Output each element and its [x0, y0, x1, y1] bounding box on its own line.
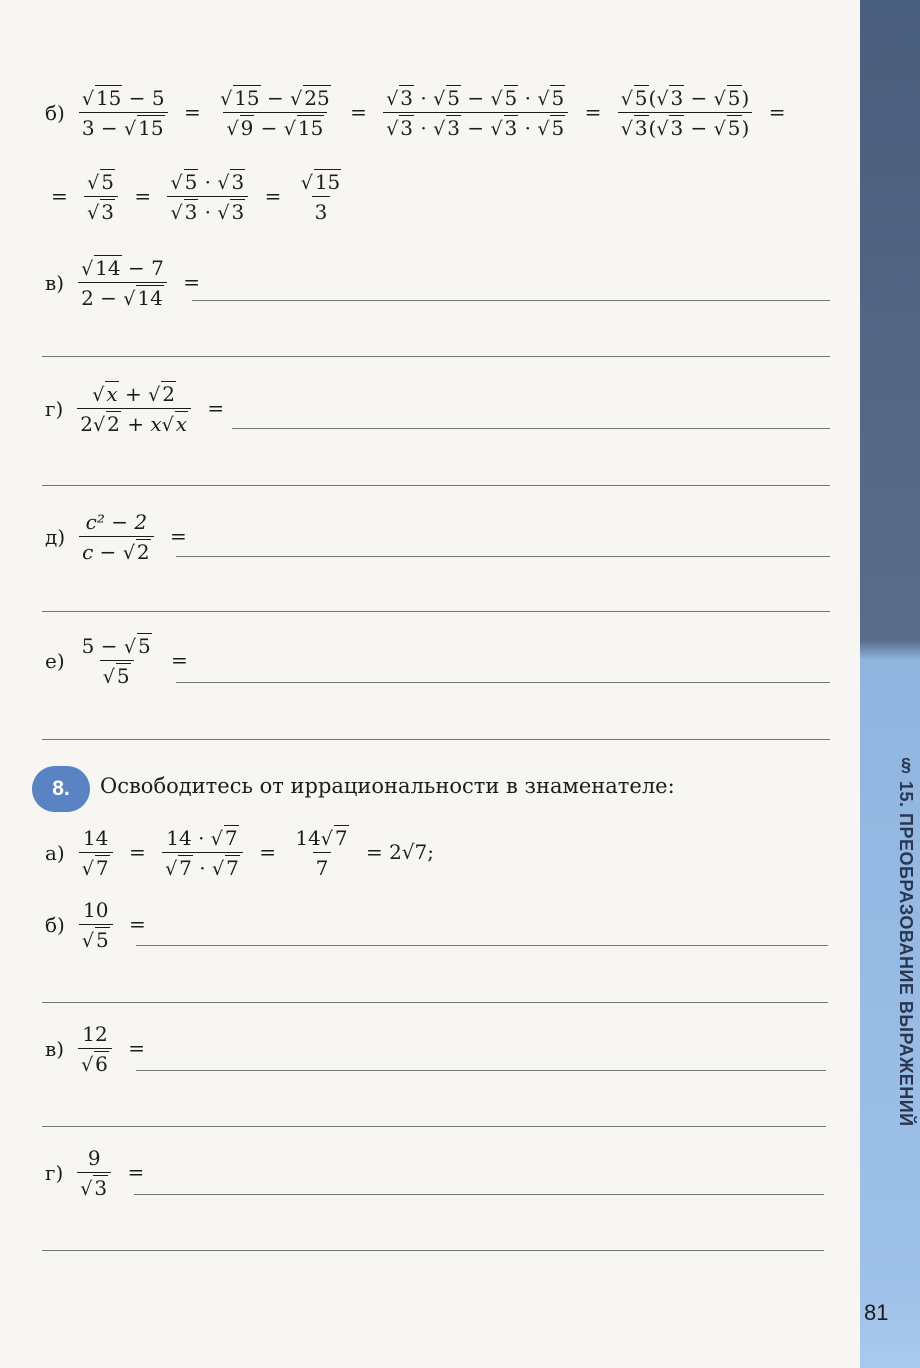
fraction: $\frac{9}{√ 3}$	[77, 1146, 111, 1200]
fraction: $\frac{√ 3 \cdot √ 5 - √ 5 \cdot √ 5}{√ 3 \cdot √ 3 - √ 3 \cdot √ 5}$	[383, 86, 568, 140]
task-instruction: Освободитесь от иррациональности в знаменателе:	[100, 774, 675, 798]
fraction: $\frac{√ 15}{3}$	[300, 170, 341, 224]
example-b-line1: б) $\frac{√ 15 - 5}{3 - √ 15}$ = $\frac{√ 15 - √ 25}{√ 9 - √ 15}$ = $\frac{√ 3 \cdot √ 5 - √ 5 \cdot √ 5}{√ 3 \cdot √ 3 - √ 3 \cdot √ 5}$ = $\frac{√ 5(√ 3 - √ 5)}{√ 3(√ 3 - √ 5)}$ =	[45, 86, 786, 140]
exercise-e: е) $\frac{5 - √ 5}{√ 5}$ =	[45, 634, 188, 688]
fraction: $\frac{5 - √ 5}{√ 5}$	[81, 634, 151, 688]
fraction: $\frac{14 \cdot √ 7}{√ 7 \cdot √ 7}$	[162, 826, 243, 880]
answer-line[interactable]	[136, 1070, 826, 1071]
answer-line[interactable]	[176, 556, 830, 557]
fraction: $\frac{√ x + √ 2}{2√ 2 + x√ x}$	[77, 382, 191, 436]
answer-line[interactable]	[232, 428, 830, 429]
example-8a: а) $\frac{14}{√ 7}$ = $\frac{14 \cdot √ 7}{√ 7 \cdot √ 7}$ = $\frac{14√ 7}{7}$ = 2√7;	[45, 826, 435, 880]
item-label: е)	[45, 649, 65, 673]
answer-line[interactable]	[176, 682, 830, 683]
fraction: $\frac{14√ 7}{7}$	[295, 826, 348, 880]
sidebar-title: § 15. ПРЕОБРАЗОВАНИЕ ВЫРАЖЕНИЙ	[896, 755, 916, 1127]
answer-line[interactable]	[192, 300, 830, 301]
item-label: б)	[45, 913, 65, 937]
answer-line[interactable]	[42, 1002, 828, 1003]
answer-line[interactable]	[42, 611, 830, 612]
fraction: $\frac{√ 5}{√ 3}$	[84, 170, 118, 224]
fraction: $\frac{√ 15 - √ 25}{√ 9 - √ 15}$	[220, 86, 330, 140]
example-b-line2: = $\frac{√ 5}{√ 3}$ = $\frac{√ 5 \cdot √ 3}{√ 3 \cdot √ 3}$ = $\frac{√ 15}{3}$	[45, 170, 348, 224]
exercise-g: г) $\frac{√ x + √ 2}{2√ 2 + x√ x}$ =	[45, 382, 225, 436]
fraction: $\frac{12}{√ 6}$	[78, 1022, 112, 1076]
item-label: д)	[45, 525, 66, 549]
page-number: 81	[864, 1300, 889, 1325]
fraction: $\frac{√ 15 - 5}{3 - √ 15}$	[79, 86, 168, 140]
item-label: а)	[45, 841, 65, 865]
answer-line[interactable]	[134, 1194, 824, 1195]
fraction: $\frac{√ 5(√ 3 - √ 5)}{√ 3(√ 3 - √ 5)}$	[618, 86, 753, 140]
item-label: г)	[45, 1161, 64, 1185]
fraction: $\frac{√ 5 \cdot √ 3}{√ 3 \cdot √ 3}$	[167, 170, 248, 224]
fraction: $\frac{\text{c² − 2}}{c - √ 2}$	[79, 510, 154, 564]
fraction: $\frac{14}{√ 7}$	[79, 826, 113, 880]
answer-line[interactable]	[42, 1126, 826, 1127]
item-label: в)	[45, 1037, 65, 1061]
item-label: в)	[45, 271, 65, 295]
answer-line[interactable]	[136, 945, 828, 946]
answer-line[interactable]	[42, 356, 830, 357]
fraction: $\frac{√ 14 - 7}{2 - √ 14}$	[78, 256, 167, 310]
answer-line[interactable]	[42, 485, 830, 486]
exercise-8g: г) $\frac{9}{√ 3}$ =	[45, 1146, 145, 1200]
item-label: б)	[45, 101, 65, 125]
exercise-8v: в) $\frac{12}{√ 6}$ =	[45, 1022, 146, 1076]
exercise-8b: б) $\frac{10}{√ 5}$ =	[45, 898, 146, 952]
item-label: г)	[45, 397, 64, 421]
exercise-d: д) $\frac{\text{c² − 2}}{c - √ 2}$ =	[45, 510, 187, 564]
task-number-badge: 8.	[32, 766, 90, 812]
answer-line[interactable]	[42, 1250, 824, 1251]
exercise-v: в) $\frac{√ 14 - 7}{2 - √ 14}$ =	[45, 256, 200, 310]
fraction: $\frac{10}{√ 5}$	[79, 898, 113, 952]
answer-line[interactable]	[42, 739, 830, 740]
